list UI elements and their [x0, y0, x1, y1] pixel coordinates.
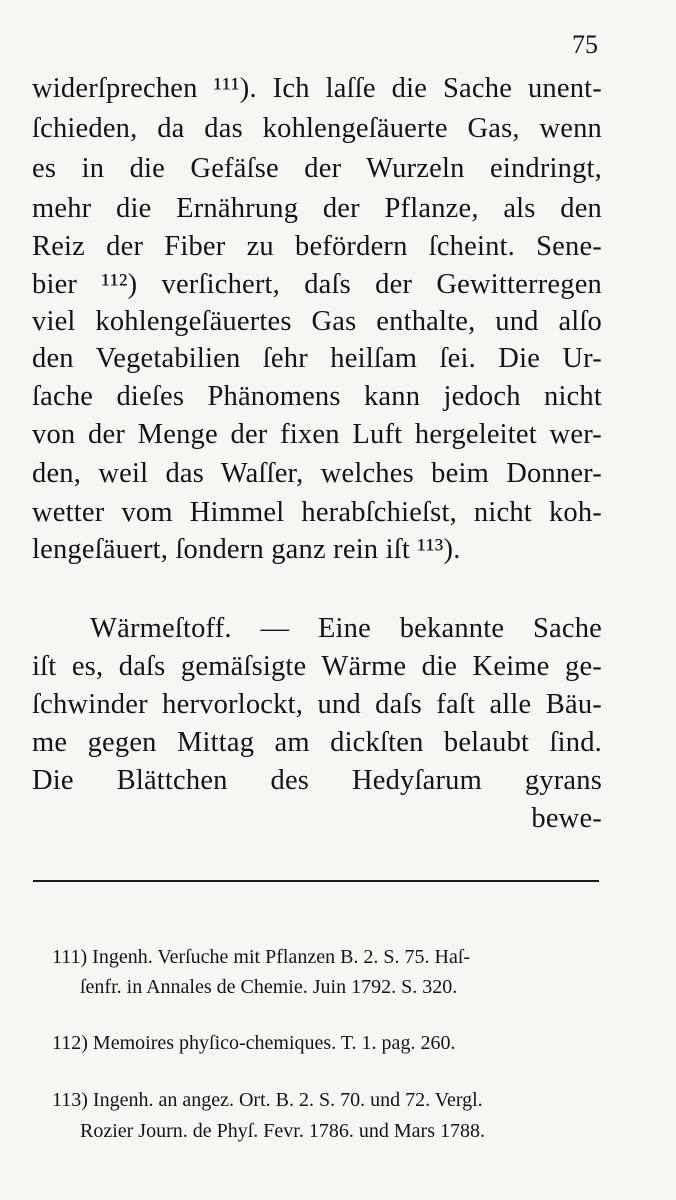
text-line: lengeſäuert, ſondern ganz rein iſt ¹¹³).: [32, 534, 461, 565]
page-number: 75: [572, 30, 598, 59]
text-line: iſt es, daſs gemäſsigte Wärme die Keime ge-: [32, 651, 602, 682]
footnote-line: 111) Ingenh. Verſuche mit Pflanzen B. 2. S. 75. Haſ-: [52, 946, 471, 968]
text-line: wetter vom Himmel herabſchieſst, nicht koh-: [32, 497, 602, 528]
text-line: mehr die Ernährung der Pflanze, als den: [32, 193, 602, 224]
text-line: widerſprechen ¹¹¹). Ich laſſe die Sache unent-: [32, 73, 602, 104]
footnote-divider: [33, 880, 599, 882]
text-line: den, weil das Waſſer, welches beim Donner-: [32, 458, 602, 489]
text-line: viel kohlengeſäuertes Gas enthalte, und alſo: [32, 306, 602, 337]
paragraph-heading-line: Wärmeſtoff. — Eine bekannte Sache: [90, 613, 602, 644]
catchword: bewe-: [531, 803, 602, 834]
footnote-line: Rozier Journ. de Phyſ. Fevr. 1786. und Mars 1788.: [80, 1120, 485, 1142]
footnote-line: 113) Ingenh. an angez. Ort. B. 2. S. 70. und 72. Vergl.: [52, 1089, 483, 1111]
text-line: me gegen Mittag am dickſten belaubt ſind.: [32, 727, 602, 758]
footnote-line: 112) Memoires phyſico-chemiques. T. 1. pag. 260.: [52, 1032, 456, 1054]
footnote-line: ſenfr. in Annales de Chemie. Juin 1792. S. 320.: [80, 976, 458, 998]
text-line: Die Blättchen des Hedyſarum gyrans: [32, 765, 602, 796]
text-line: ſchieden, da das kohlengeſäuerte Gas, wenn: [32, 113, 602, 144]
text-line: ſchwinder hervorlockt, und daſs faſt alle Bäu-: [32, 689, 602, 720]
text-line: bier ¹¹²) verſichert, daſs der Gewitterregen: [32, 269, 602, 300]
text-line: den Vegetabilien ſehr heilſam ſei. Die Ur-: [32, 343, 602, 374]
text-line: von der Menge der fixen Luft hergeleitet wer-: [32, 419, 602, 450]
text-line: Reiz der Fiber zu befördern ſcheint. Sene-: [32, 231, 602, 262]
text-line: ſache dieſes Phänomens kann jedoch nicht: [32, 381, 602, 412]
text-line: es in die Gefäſse der Wurzeln eindringt,: [32, 153, 602, 184]
